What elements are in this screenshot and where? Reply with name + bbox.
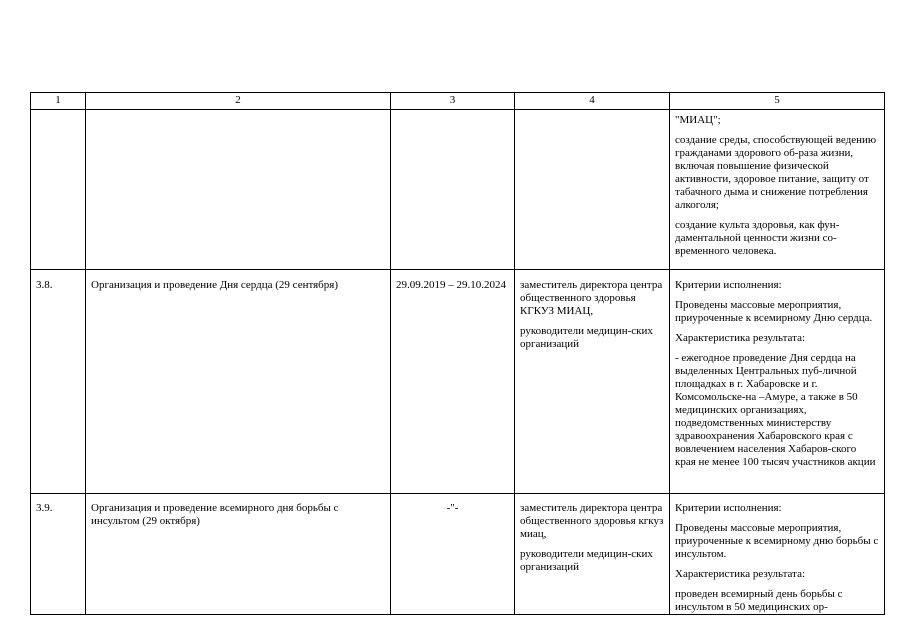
column-number-1: 1 (31, 93, 86, 110)
item-name: Организация и проведение всемирного дня борьбы с инсультом (29 октября) (86, 494, 391, 615)
column-number-4: 4 (515, 93, 670, 110)
result-paragraph: "МИАЦ"; (675, 114, 721, 126)
result-paragraph: Проведены массовые мероприятия, приуроченные к всемирному дню борьбы с инсультом. (675, 522, 879, 560)
table-row (31, 494, 885, 615)
item-responsible (515, 494, 670, 615)
result-paragraph: проведен всемирный день борьбы с инсультом в 50 медицинских ор- (675, 588, 843, 613)
responsible-paragraph: руководители медицин-ских организаций (520, 548, 653, 573)
responsible-paragraph: руководители медицин-ских организаций (520, 325, 653, 350)
item-result (670, 110, 885, 270)
column-number-row (31, 93, 885, 110)
result-paragraph: Критерии исполнения: (675, 279, 782, 291)
item-number: 3.9. (31, 494, 86, 615)
item-period: -"- (391, 494, 515, 615)
item-responsible (515, 110, 670, 270)
item-number (31, 110, 86, 270)
result-paragraph: создание культа здоровья, как фун-даментальной ценности жизни со-временного человека. (675, 219, 840, 257)
table-row (31, 110, 885, 270)
item-number: 3.8. (31, 270, 86, 494)
result-paragraph: создание среды, способствующей ведению гражданами здорового об-раза жизни, включая повышение физической активности, здоровое питание, защиту от табачного дыма и снижение потребления алкоголя; (675, 134, 877, 211)
responsible-paragraph: заместитель директора центра общественного здоровья кгкуз миац, (520, 502, 664, 540)
item-responsible (515, 270, 670, 494)
result-paragraph: Характеристика результата: (675, 332, 806, 344)
column-number-3: 3 (391, 93, 515, 110)
responsible-paragraph: заместитель директора центра общественного здоровья КГКУЗ МИАЦ, (520, 279, 663, 317)
plan-table (30, 92, 885, 615)
item-name: Организация и проведение Дня сердца (29 сентября) (86, 270, 391, 494)
result-paragraph: Проведены массовые мероприятия, приуроченные к всемирному Дню сердца. (675, 299, 873, 324)
result-paragraph: Критерии исполнения: (675, 502, 782, 514)
result-paragraph: Характеристика результата: (675, 568, 806, 580)
item-name (86, 110, 391, 270)
result-paragraph: - ежегодное проведение Дня сердца на выделенных Центральных пуб-личной площадках в г. Хабаровске и г. Комсомольске-на –Амуре, а также в 50 медицинских организациях, подведомственных министерству здравоохранения Хабаровского края с вовлечением населения Хабаров-ского края не менее 100 тысяч участников акции (675, 352, 876, 468)
item-result (670, 494, 885, 615)
column-number-2: 2 (86, 93, 391, 110)
item-result (670, 270, 885, 494)
column-number-5: 5 (670, 93, 885, 110)
item-period: 29.09.2019 – 29.10.2024 (391, 270, 515, 494)
item-period (391, 110, 515, 270)
table-row (31, 270, 885, 494)
